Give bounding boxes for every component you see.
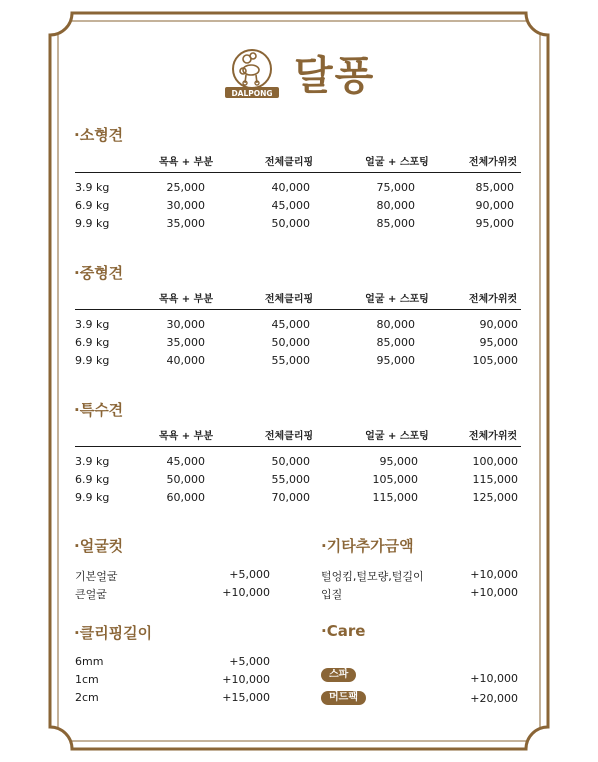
weight-label: 3.9 kg (75, 455, 110, 468)
price-cell: 55,000 (271, 473, 310, 486)
addon-label: 큰얼굴 (75, 588, 107, 601)
weight-label: 6.9 kg (75, 336, 110, 349)
price-cell: 25,000 (166, 181, 205, 194)
price-cell: 115,000 (372, 491, 418, 504)
logo-text: DALPONG (231, 89, 273, 98)
price-cell: 85,000 (475, 181, 514, 194)
price-cell: 45,000 (271, 318, 310, 331)
price-cell: 75,000 (376, 181, 415, 194)
column-header: 목욕 + 부분 (159, 294, 213, 305)
price-cell: 50,000 (166, 473, 205, 486)
price-cell: 115,000 (472, 473, 518, 486)
price-cell: 85,000 (376, 336, 415, 349)
addon-price: +5,000 (229, 655, 270, 668)
addon-label: 6mm (75, 655, 104, 668)
price-cell: 35,000 (166, 217, 205, 230)
price-cell: 70,000 (271, 491, 310, 504)
weight-label: 9.9 kg (75, 491, 110, 504)
column-header: 얼굴 + 스포팅 (365, 294, 429, 305)
price-cell: 80,000 (376, 318, 415, 331)
price-cell: 35,000 (166, 336, 205, 349)
care-badge-spa: 스파 (321, 668, 356, 682)
price-cell: 40,000 (166, 354, 205, 367)
price-cell: 125,000 (472, 491, 518, 504)
section-title-care: ·Care (321, 622, 366, 640)
price-cell: 55,000 (271, 354, 310, 367)
price-cell: 95,000 (376, 354, 415, 367)
weight-label: 6.9 kg (75, 199, 110, 212)
addon-label: 털엉킴,털모량,털길이 (321, 570, 424, 583)
column-header: 전체클리핑 (264, 431, 314, 442)
addon-price: +10,000 (470, 568, 518, 581)
price-cell: 50,000 (271, 217, 310, 230)
price-cell: 45,000 (271, 199, 310, 212)
weight-label: 6.9 kg (75, 473, 110, 486)
addon-price: +5,000 (229, 568, 270, 581)
weight-label: 9.9 kg (75, 354, 110, 367)
addon-price: +15,000 (222, 691, 270, 704)
price-cell: 30,000 (166, 318, 205, 331)
price-cell: 50,000 (271, 336, 310, 349)
addon-price: +20,000 (470, 692, 518, 705)
section-title-face-cut: ·얼굴컷 (74, 537, 124, 555)
care-badge-mudpack: 머드팩 (321, 691, 366, 705)
price-cell: 95,000 (479, 336, 518, 349)
price-cell: 30,000 (166, 199, 205, 212)
section-title-special: ·특수견 (74, 401, 124, 419)
addon-price: +10,000 (470, 672, 518, 685)
price-cell: 45,000 (166, 455, 205, 468)
section-title-medium: ·중형견 (74, 264, 124, 282)
section-title-small: ·소형견 (74, 126, 124, 144)
divider (75, 309, 521, 310)
price-cell: 40,000 (271, 181, 310, 194)
addon-label: 2cm (75, 691, 99, 704)
column-header: 전체가위컷 (468, 431, 518, 442)
price-cell: 105,000 (472, 354, 518, 367)
price-cell: 100,000 (472, 455, 518, 468)
column-header: 전체클리핑 (264, 294, 314, 305)
column-header: 얼굴 + 스포팅 (365, 431, 429, 442)
section-title-extra: ·기타추가금액 (321, 537, 414, 555)
price-cell: 105,000 (372, 473, 418, 486)
divider (75, 172, 521, 173)
price-cell: 90,000 (479, 318, 518, 331)
section-title-clip-length: ·클리핑길이 (74, 624, 153, 642)
addon-price: +10,000 (470, 586, 518, 599)
column-header: 목욕 + 부분 (159, 157, 213, 168)
weight-label: 3.9 kg (75, 318, 110, 331)
column-header: 전체가위컷 (468, 157, 518, 168)
addon-price: +10,000 (222, 673, 270, 686)
price-cell: 90,000 (475, 199, 514, 212)
price-cell: 95,000 (475, 217, 514, 230)
price-cell: 85,000 (376, 217, 415, 230)
price-cell: 95,000 (379, 455, 418, 468)
price-cell: 60,000 (166, 491, 205, 504)
addon-label: 1cm (75, 673, 99, 686)
column-header: 전체가위컷 (468, 294, 518, 305)
poodle-logo-icon (223, 45, 281, 103)
addon-label: 기본얼굴 (75, 570, 118, 583)
column-header: 전체클리핑 (264, 157, 314, 168)
divider (75, 446, 521, 447)
page-title: 달퐁 (294, 53, 376, 99)
price-cell: 50,000 (271, 455, 310, 468)
column-header: 목욕 + 부분 (159, 431, 213, 442)
weight-label: 3.9 kg (75, 181, 110, 194)
weight-label: 9.9 kg (75, 217, 110, 230)
addon-price: +10,000 (222, 586, 270, 599)
column-header: 얼굴 + 스포팅 (365, 157, 429, 168)
addon-label: 입질 (321, 588, 343, 601)
price-cell: 80,000 (376, 199, 415, 212)
